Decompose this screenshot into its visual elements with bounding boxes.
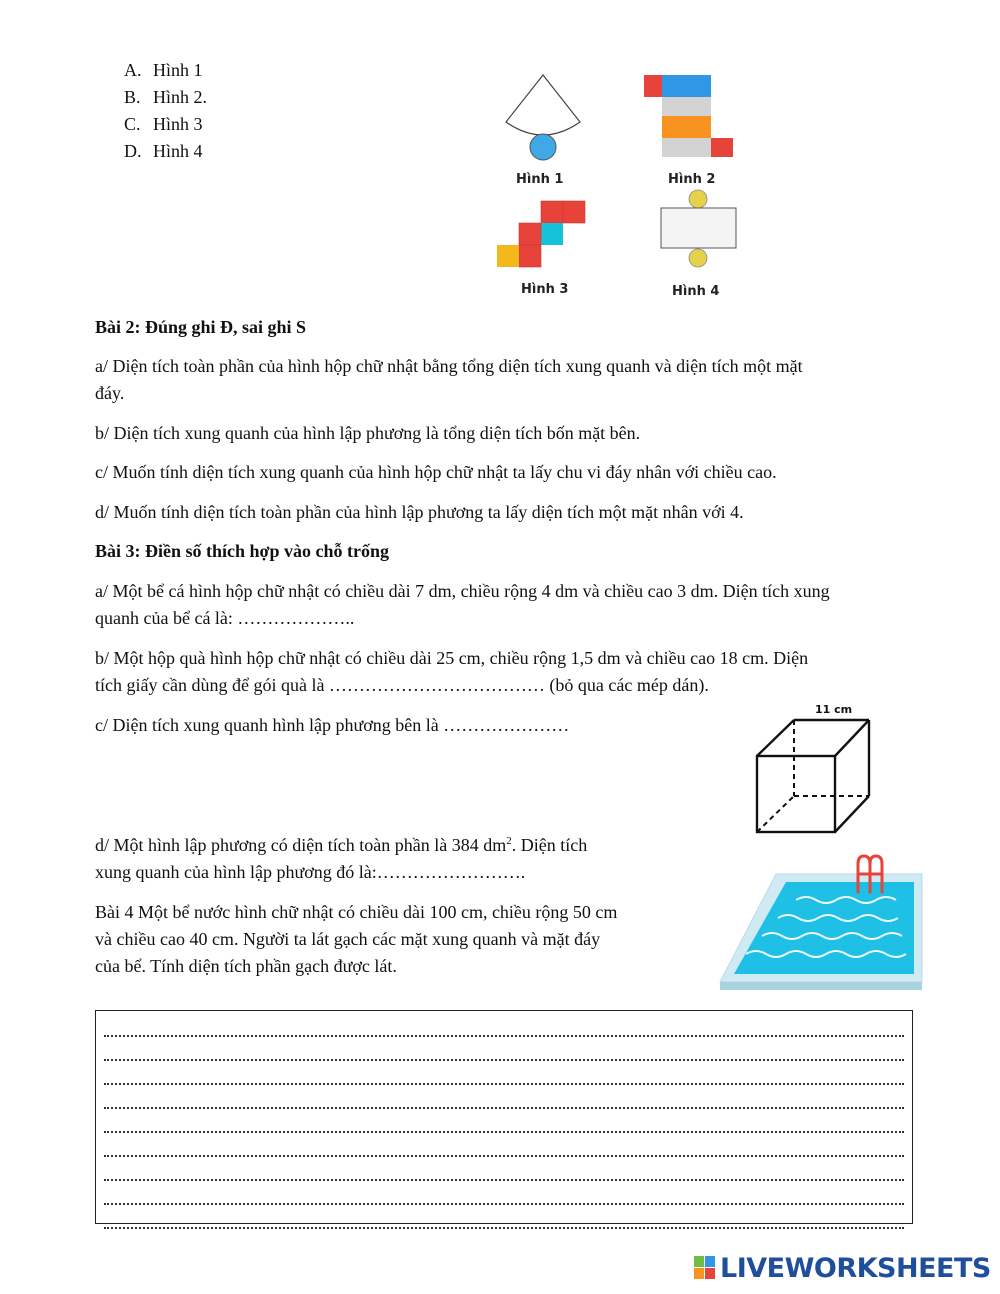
bai3-a-line2: quanh của bể cá là: ……………….. [95, 608, 355, 628]
liveworksheets-logo [694, 1254, 991, 1282]
bai2-title: Bài 2: Đúng ghi Đ, sai ghi S [95, 317, 307, 337]
bai3-b-line1: b/ Một hộp quà hình hộp chữ nhật có chiều dài 25 cm, chiều rộng 1,5 dm và chiều cao 18 cm. Diện [95, 648, 809, 668]
answer-box[interactable] [95, 1010, 913, 1224]
answer-line[interactable] [104, 1205, 904, 1229]
answer-line[interactable] [104, 1133, 904, 1157]
figure-4-cylinder-net [655, 188, 745, 272]
bai3-title: Bài 3: Điền số thích hợp vào chỗ trống [95, 541, 389, 561]
answer-line[interactable] [104, 1109, 904, 1133]
option-c[interactable] [124, 111, 203, 138]
option-a[interactable] [124, 57, 203, 84]
figure-2-box-net [640, 72, 740, 162]
figure-1-cone-net [500, 70, 590, 162]
figure-3-cube-net [494, 198, 590, 270]
figure-4-label: Hình 4 [672, 284, 720, 299]
logo-text: LIVEWORKSHEETS [720, 1252, 991, 1284]
bai3-d-superscript: 2 [506, 835, 512, 847]
bai2-b: b/ Diện tích xung quanh của hình lập phương là tổng diện tích bốn mặt bên. [95, 423, 641, 443]
cube-figure [748, 714, 878, 838]
bai3-c: c/ Diện tích xung quanh hình lập phương bên là ………………… [95, 715, 570, 735]
bai3-d-text-end: . Diện tích [511, 835, 588, 855]
answer-line[interactable] [104, 1013, 904, 1037]
bai4-line3: của bể. Tính diện tích phần gạch được lát. [95, 956, 397, 976]
bai3-a-line1: a/ Một bể cá hình hộp chữ nhật có chiều dài 7 dm, chiều rộng 4 dm và chiều cao 3 dm. Diện tích xung [95, 581, 830, 601]
answer-line[interactable] [104, 1181, 904, 1205]
answer-line[interactable] [104, 1037, 904, 1061]
answer-line[interactable] [104, 1157, 904, 1181]
bai3-d-line1 [95, 832, 587, 859]
figure-1-label: Hình 1 [516, 172, 564, 187]
bai2-a-line2: đáy. [95, 383, 125, 403]
option-d[interactable] [124, 138, 203, 165]
option-text: Hình 4 [153, 141, 203, 161]
cube-edge-label: 11 cm [815, 703, 853, 716]
swimming-pool-image [716, 852, 924, 992]
answer-line[interactable] [104, 1085, 904, 1109]
figure-3-label: Hình 3 [521, 282, 569, 297]
bai4-line1: Bài 4 Một bể nước hình chữ nhật có chiều dài 100 cm, chiều rộng 50 cm [95, 902, 618, 922]
option-letter: A. [124, 60, 142, 80]
bai3-d-line2: xung quanh của hình lập phương đó là:……………………. [95, 862, 526, 882]
option-b[interactable] [124, 84, 207, 111]
bai3-b-line2: tích giấy cần dùng để gói quà là ……………………………… (bỏ qua các mép dán). [95, 675, 709, 695]
bai4-line2: và chiều cao 40 cm. Người ta lát gạch các mặt xung quanh và mặt đáy [95, 929, 601, 949]
bai2-d: d/ Muốn tính diện tích toàn phần của hình lập phương ta lấy diện tích một mặt nhân với 4. [95, 502, 744, 522]
option-text: Hình 1 [153, 60, 203, 80]
option-letter: D. [124, 141, 142, 161]
option-text: Hình 2. [153, 87, 207, 107]
bai3-d-text: d/ Một hình lập phương có diện tích toàn phần là 384 dm [95, 835, 507, 855]
option-text: Hình 3 [153, 114, 203, 134]
option-letter: B. [124, 87, 141, 107]
answer-line[interactable] [104, 1061, 904, 1085]
logo-icon [694, 1256, 716, 1280]
bai2-c: c/ Muốn tính diện tích xung quanh của hình hộp chữ nhật ta lấy chu vi đáy nhân với chiều cao. [95, 462, 777, 482]
bai2-a-line1: a/ Diện tích toàn phần của hình hộp chữ nhật bằng tổng diện tích xung quanh và diện tích một mặt [95, 356, 803, 376]
option-letter: C. [124, 114, 141, 134]
figure-2-label: Hình 2 [668, 172, 716, 187]
